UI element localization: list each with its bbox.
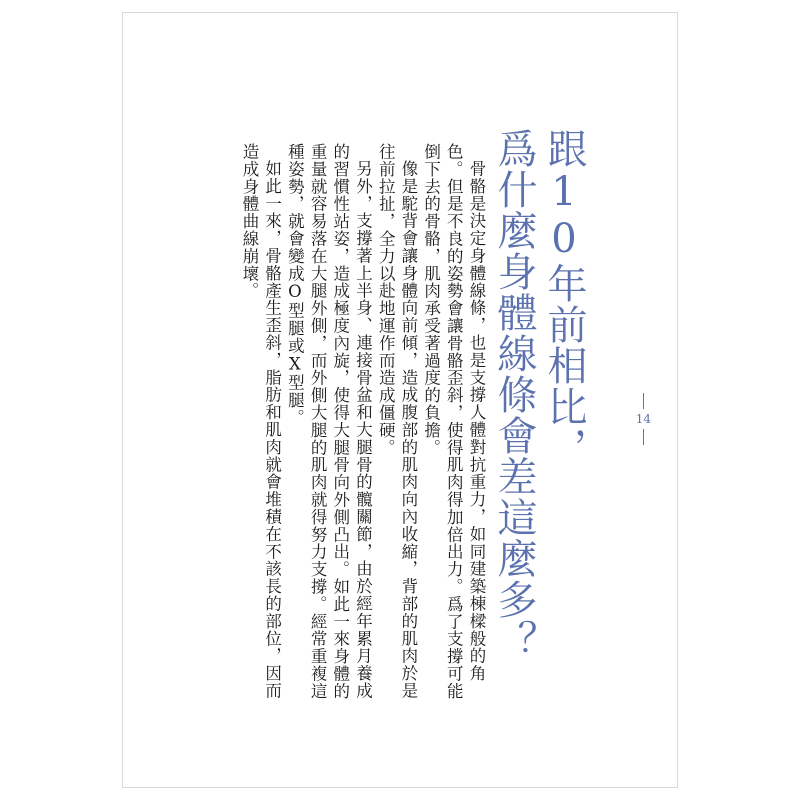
paragraph: 骨骼是決定身體線條，也是支撐人體對抗重力，如同建築棟樑般的角色。但是不良的姿勢會讓骨骼歪斜，使得肌肉得加倍出力。爲了支撐可能倒下去的骨骼，肌肉承受著過度的負擔。 — [421, 143, 486, 700]
title-line-2: 爲什麼身體線條會差這麼多？ — [491, 128, 537, 661]
page-number-rule-top — [643, 393, 644, 409]
title-line-1: 跟10年前相比， — [541, 128, 587, 468]
body-text — [237, 143, 487, 703]
page-title — [489, 128, 589, 661]
paragraph: 如此一來，骨骼產生歪斜，脂肪和肌肉就會堆積在不該長的部位，因而造成身體曲線崩壞。 — [239, 143, 282, 699]
page-number-rule-bottom — [643, 429, 644, 445]
paragraph: 另外，支撐著上半身、連接骨盆和大腿骨的髖關節，由於經年累月養成的習慣性站姿，造成極度內旋，使得大腿骨向外側凸出。如此一來身體的重量就容易落在大腿外側，而外側大腿的肌肉就得努力支撐。經常重複這種姿勢，就會變成O型腿或X型腿。 — [285, 143, 373, 700]
page-number — [636, 393, 651, 445]
page-number-text: 14 — [635, 412, 651, 426]
book-page — [122, 12, 678, 788]
paragraph: 像是駝背會讓身體向前傾，造成腹部的肌肉向內收縮，背部的肌肉於是往前拉扯，全力以赴地運作而造成僵硬。 — [376, 143, 418, 699]
